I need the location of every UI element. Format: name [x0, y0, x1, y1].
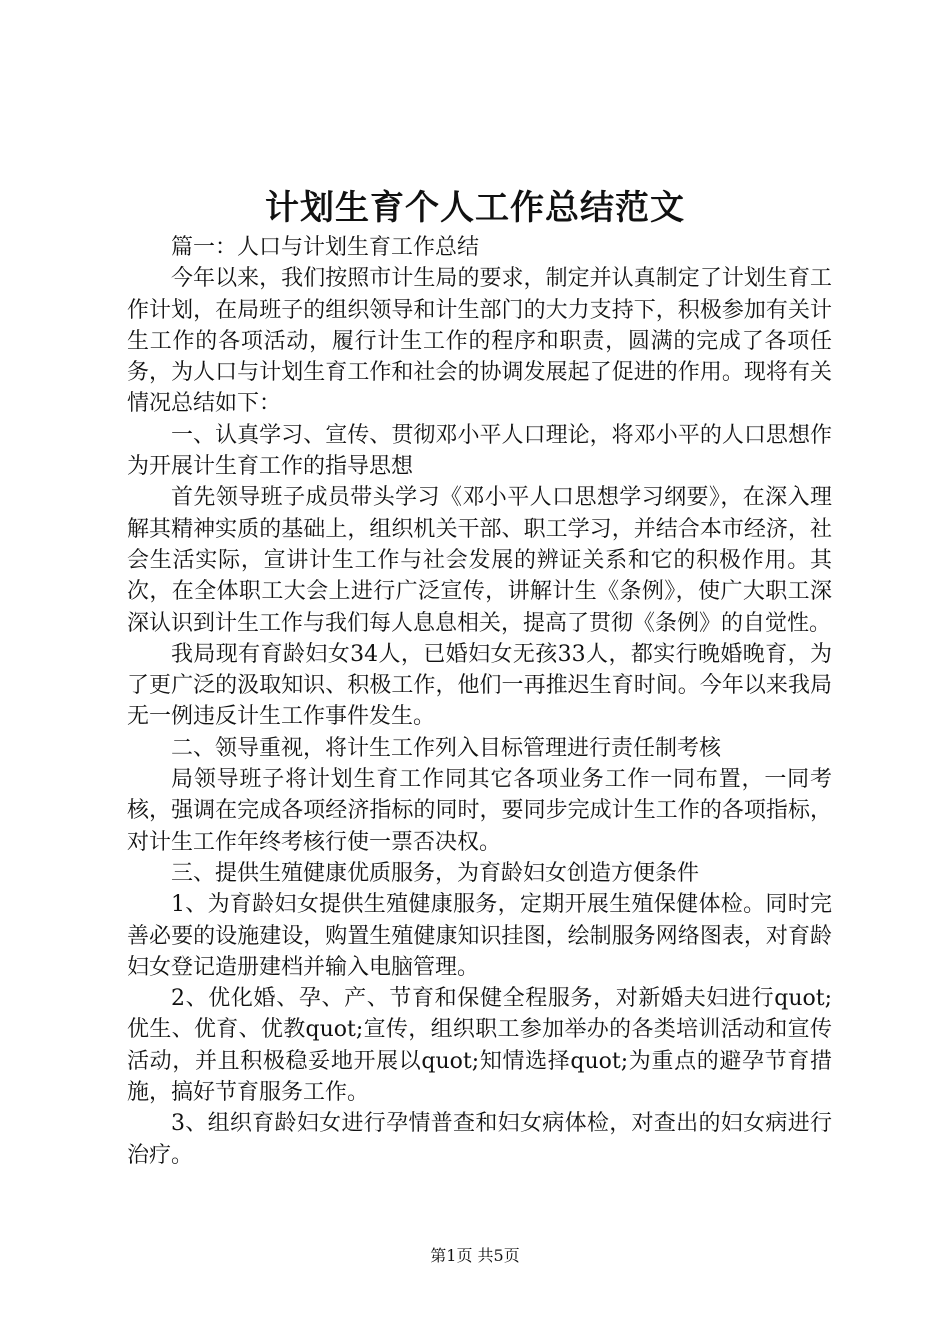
document-body — [127, 232, 832, 1171]
paragraph: 3、组织育龄妇女进行孕情普查和妇女病体检，对查出的妇女病进行治疗。 — [127, 1111, 832, 1168]
page-footer: 第1页 共5页 — [430, 1246, 520, 1265]
paragraph: 首先领导班子成员带头学习《邓小平人口思想学习纲要》，在深入理解其精神实质的基础上，组织机关干部、职工学习，并结合本市经济，社会生活实际，宣讲计生工作与社会发展的辨证关系和它的积极作用。其次，在全体职工大会上进行广泛宣传，讲解计生《条例》，使广大职工深深认识到计生工作与我们每人息息相关，提高了贯彻《条例》的自觉性。 — [127, 485, 832, 636]
section-heading: 一、认真学习、宣传、贯彻邓小平人口理论，将邓小平的人口思想作为开展计生育工作的指导思想 — [127, 422, 832, 480]
paragraph: 今年以来，我们按照市计生局的要求，制定并认真制定了计划生育工作计划，在局班子的组织领导和计生部门的大力支持下，积极参加有关计生工作的各项活动，履行计生工作的程序和职责，圆满的完成了各项任务，为人口与计划生育工作和社会的协调发展起了促进的作用。现将有关情况总结如下： — [127, 266, 832, 417]
document-title: 计划生育个人工作总结范文 — [265, 188, 685, 228]
section-heading: 三、提供生殖健康优质服务，为育龄妇女创造方便条件 — [171, 860, 700, 886]
paragraph: 局领导班子将计划生育工作同其它各项业务工作一同布置，一同考核，强调在完成各项经济指标的同时，要同步完成计生工作的各项指标，对计生工作年终考核行使一票否决权。 — [127, 767, 832, 855]
section-heading: 篇一：人口与计划生育工作总结 — [171, 235, 480, 260]
paragraph: 1、为育龄妇女提供生殖健康服务，定期开展生殖保健体检。同时完善必要的设施建设，购置生殖健康知识挂图，绘制服务网络图表，对育龄妇女登记造册建档并输入电脑管理。 — [127, 892, 832, 980]
section-heading: 二、领导重视，将计生工作列入目标管理进行责任制考核 — [171, 735, 722, 761]
paragraph: 我局现有育龄妇女34人，已婚妇女无孩33人，都实行晚婚晚育，为了更广泛的汲取知识、积极工作，他们一再推迟生育时间。今年以来我局无一例违反计生工作事件发生。 — [127, 641, 832, 730]
paragraph: 2、优化婚、孕、产、节育和保健全程服务，对新婚夫妇进行quot;优生、优育、优教quot;宣传，组织职工参加举办的各类培训活动和宣传活动，并且积极稳妥地开展以quot;知情选择quot;为重点的避孕节育措施，搞好节育服务工作。 — [127, 986, 832, 1106]
